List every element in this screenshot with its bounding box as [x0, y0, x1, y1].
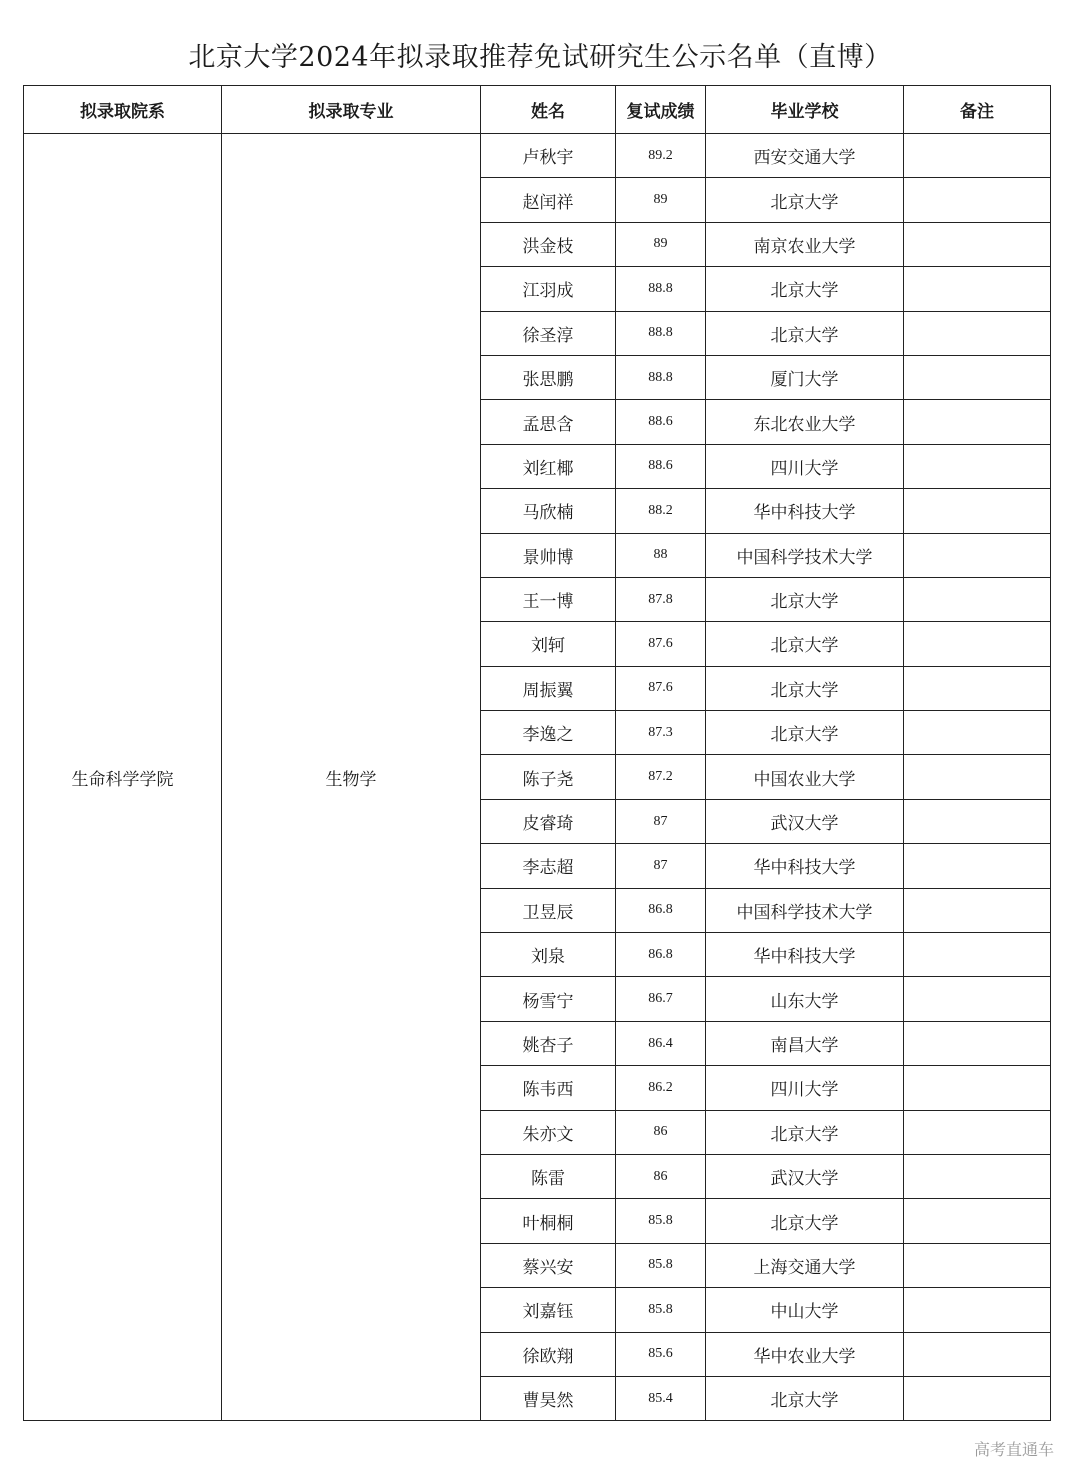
name-cell: 刘嘉钰 [481, 1288, 616, 1332]
score-cell: 85.8 [616, 1199, 706, 1243]
school-cell: 北京大学 [706, 1376, 904, 1420]
remark-cell [904, 1288, 1051, 1332]
name-cell: 卢秋宇 [481, 134, 616, 178]
school-cell: 南京农业大学 [706, 222, 904, 266]
score-cell: 87.6 [616, 666, 706, 710]
score-cell: 87 [616, 799, 706, 843]
score-cell: 86 [616, 1154, 706, 1198]
name-cell: 徐圣淳 [481, 311, 616, 355]
remark-cell [904, 1066, 1051, 1110]
table-row [24, 134, 1051, 178]
school-cell: 华中科技大学 [706, 933, 904, 977]
school-cell: 厦门大学 [706, 355, 904, 399]
remark-cell [904, 888, 1051, 932]
remark-cell [904, 622, 1051, 666]
name-cell: 刘轲 [481, 622, 616, 666]
page-title: 北京大学2024年拟录取推荐免试研究生公示名单（直博） [188, 42, 892, 73]
school-cell: 华中农业大学 [706, 1332, 904, 1376]
name-cell: 叶桐桐 [481, 1199, 616, 1243]
remark-cell [904, 711, 1051, 755]
name-cell: 卫昱辰 [481, 888, 616, 932]
remark-cell [904, 1154, 1051, 1198]
name-cell: 景帅博 [481, 533, 616, 577]
school-cell: 四川大学 [706, 444, 904, 488]
school-cell: 北京大学 [706, 178, 904, 222]
school-cell: 北京大学 [706, 311, 904, 355]
remark-cell [904, 799, 1051, 843]
score-cell: 88.8 [616, 355, 706, 399]
remark-cell [904, 755, 1051, 799]
school-cell: 华中科技大学 [706, 489, 904, 533]
name-cell: 洪金枝 [481, 222, 616, 266]
score-cell: 87 [616, 844, 706, 888]
remark-cell [904, 311, 1051, 355]
remark-cell [904, 1199, 1051, 1243]
table-body [24, 134, 1051, 1421]
school-cell: 武汉大学 [706, 1154, 904, 1198]
name-cell: 朱亦文 [481, 1110, 616, 1154]
score-cell: 86.4 [616, 1021, 706, 1065]
major-cell: 生物学 [222, 134, 481, 1421]
name-cell: 张思鹏 [481, 355, 616, 399]
header-major: 拟录取专业 [222, 86, 481, 134]
name-cell: 徐欧翔 [481, 1332, 616, 1376]
name-cell: 陈韦西 [481, 1066, 616, 1110]
score-cell: 88.6 [616, 444, 706, 488]
header-school: 毕业学校 [706, 86, 904, 134]
header-name: 姓名 [481, 86, 616, 134]
name-cell: 王一博 [481, 577, 616, 621]
school-cell: 东北农业大学 [706, 400, 904, 444]
school-cell: 南昌大学 [706, 1021, 904, 1065]
score-cell: 87.8 [616, 577, 706, 621]
department-cell: 生命科学学院 [24, 134, 222, 1421]
header-remark: 备注 [904, 86, 1051, 134]
remark-cell [904, 666, 1051, 710]
name-cell: 姚杏子 [481, 1021, 616, 1065]
name-cell: 孟思含 [481, 400, 616, 444]
score-cell: 86.2 [616, 1066, 706, 1110]
name-cell: 曹昊然 [481, 1376, 616, 1420]
remark-cell [904, 444, 1051, 488]
school-cell: 武汉大学 [706, 799, 904, 843]
score-cell: 85.8 [616, 1243, 706, 1287]
school-cell: 上海交通大学 [706, 1243, 904, 1287]
name-cell: 刘红椰 [481, 444, 616, 488]
score-cell: 86.8 [616, 888, 706, 932]
school-cell: 北京大学 [706, 622, 904, 666]
score-cell: 86.8 [616, 933, 706, 977]
school-cell: 西安交通大学 [706, 134, 904, 178]
name-cell: 马欣楠 [481, 489, 616, 533]
remark-cell [904, 267, 1051, 311]
score-cell: 88.6 [616, 400, 706, 444]
remark-cell [904, 933, 1051, 977]
score-cell: 85.4 [616, 1376, 706, 1420]
remark-cell [904, 134, 1051, 178]
watermark: 高考直通车 [973, 1440, 1054, 1459]
remark-cell [904, 489, 1051, 533]
score-cell: 88.8 [616, 267, 706, 311]
score-cell: 87.3 [616, 711, 706, 755]
school-cell: 北京大学 [706, 1199, 904, 1243]
name-cell: 皮睿琦 [481, 799, 616, 843]
name-cell: 李逸之 [481, 711, 616, 755]
table-header-row [24, 86, 1051, 134]
score-cell: 89.2 [616, 134, 706, 178]
score-cell: 85.8 [616, 1288, 706, 1332]
remark-cell [904, 355, 1051, 399]
name-cell: 赵闰祥 [481, 178, 616, 222]
school-cell: 北京大学 [706, 267, 904, 311]
school-cell: 北京大学 [706, 666, 904, 710]
school-cell: 华中科技大学 [706, 844, 904, 888]
remark-cell [904, 1021, 1051, 1065]
school-cell: 中山大学 [706, 1288, 904, 1332]
score-cell: 87.6 [616, 622, 706, 666]
score-cell: 86.7 [616, 977, 706, 1021]
remark-cell [904, 577, 1051, 621]
school-cell: 四川大学 [706, 1066, 904, 1110]
remark-cell [904, 977, 1051, 1021]
remark-cell [904, 178, 1051, 222]
name-cell: 杨雪宁 [481, 977, 616, 1021]
school-cell: 中国科学技术大学 [706, 533, 904, 577]
score-cell: 88.8 [616, 311, 706, 355]
name-cell: 李志超 [481, 844, 616, 888]
name-cell: 江羽成 [481, 267, 616, 311]
school-cell: 北京大学 [706, 1110, 904, 1154]
score-cell: 86 [616, 1110, 706, 1154]
school-cell: 山东大学 [706, 977, 904, 1021]
admission-table [23, 85, 1051, 1421]
header-department: 拟录取院系 [24, 86, 222, 134]
school-cell: 北京大学 [706, 711, 904, 755]
score-cell: 87.2 [616, 755, 706, 799]
remark-cell [904, 1110, 1051, 1154]
remark-cell [904, 1332, 1051, 1376]
score-cell: 89 [616, 222, 706, 266]
score-cell: 85.6 [616, 1332, 706, 1376]
score-cell: 88 [616, 533, 706, 577]
school-cell: 中国农业大学 [706, 755, 904, 799]
remark-cell [904, 400, 1051, 444]
name-cell: 陈雷 [481, 1154, 616, 1198]
school-cell: 北京大学 [706, 577, 904, 621]
score-cell: 88.2 [616, 489, 706, 533]
score-cell: 89 [616, 178, 706, 222]
remark-cell [904, 1243, 1051, 1287]
name-cell: 周振翼 [481, 666, 616, 710]
remark-cell [904, 844, 1051, 888]
remark-cell [904, 222, 1051, 266]
remark-cell [904, 533, 1051, 577]
name-cell: 陈子尧 [481, 755, 616, 799]
header-score: 复试成绩 [616, 86, 706, 134]
name-cell: 刘泉 [481, 933, 616, 977]
name-cell: 蔡兴安 [481, 1243, 616, 1287]
remark-cell [904, 1376, 1051, 1420]
school-cell: 中国科学技术大学 [706, 888, 904, 932]
